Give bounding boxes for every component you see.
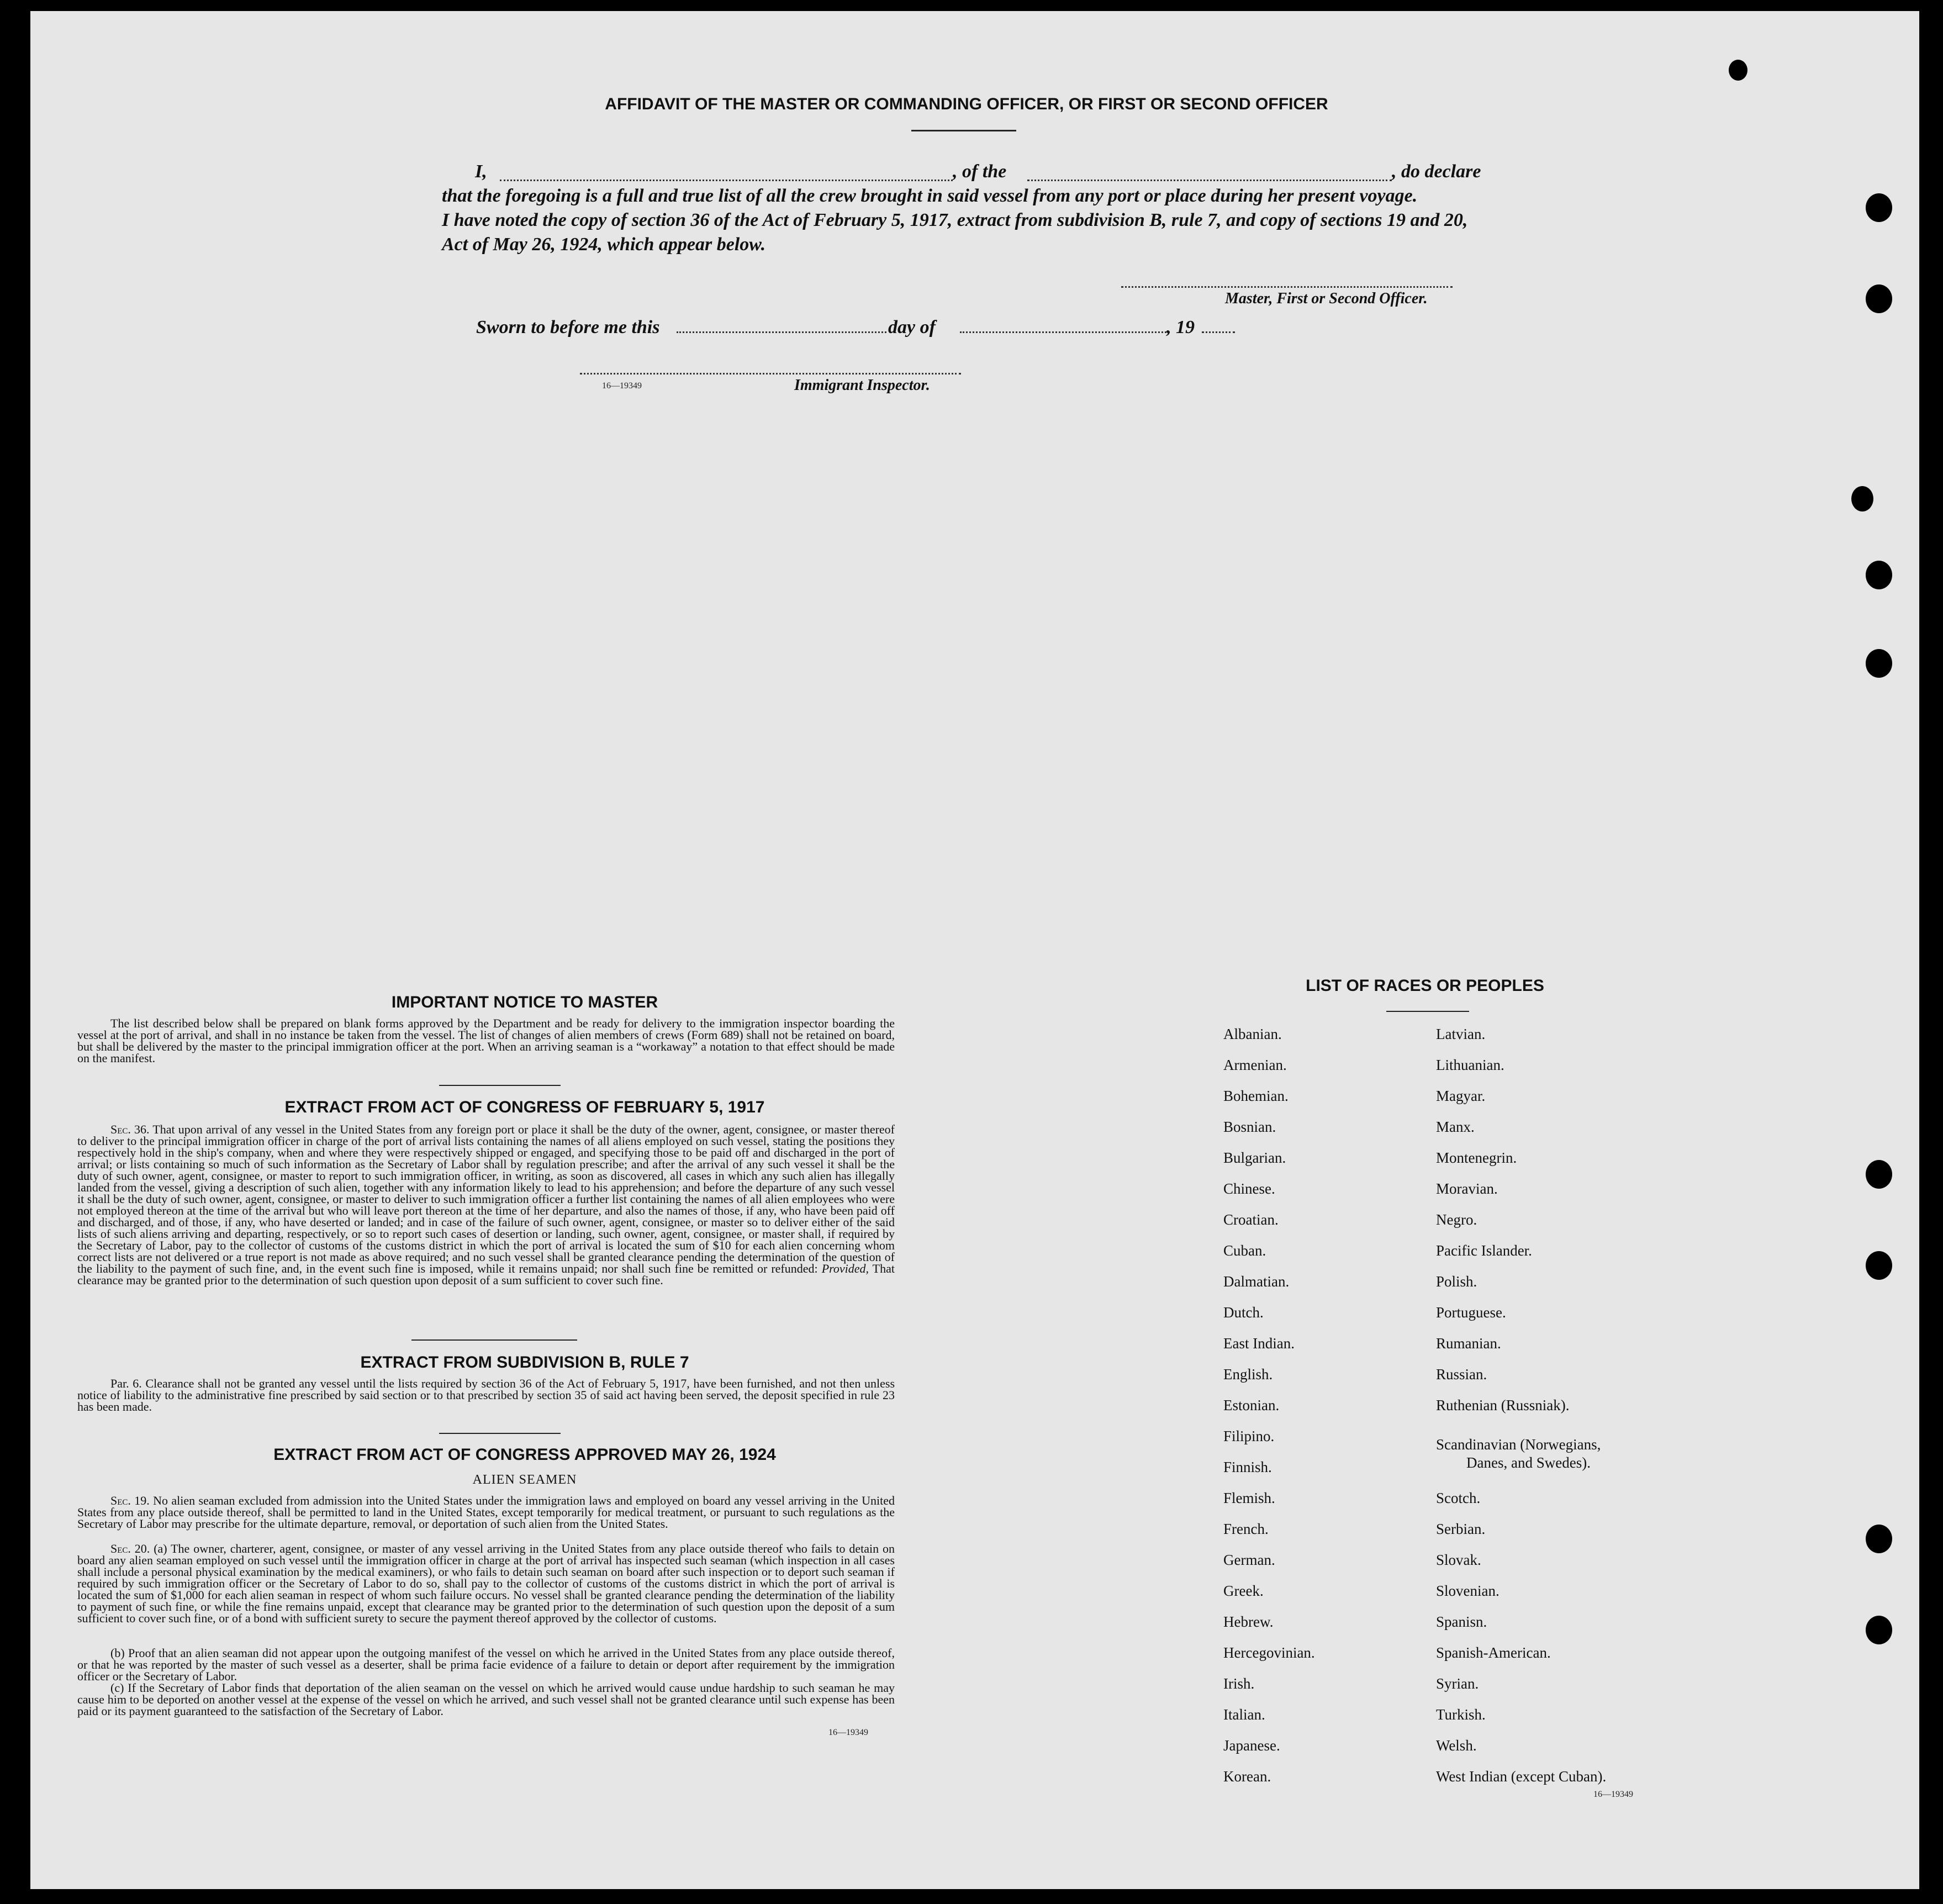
race-item: Magyar.	[1436, 1088, 1486, 1104]
sec-19-body: No alien seaman excluded from admission into the United States under the immigration laws and employed on board any vessel arriving in the United States from any place outside thereof, shall be permitted to land in the United States, except temporarily for medical treatment, or pursuant to such regulations as the Secretary of Labor may prescribe for the ultimate departure, removal, or deportation of such alien from the United States.	[77, 1494, 895, 1531]
year-label: , 19	[1166, 317, 1195, 337]
race-item: West Indian (except Cuban).	[1436, 1768, 1607, 1785]
race-item: Manx.	[1436, 1119, 1475, 1135]
race-item: Latvian.	[1436, 1026, 1486, 1042]
race-item: Japanese.	[1223, 1737, 1280, 1754]
race-item: Armenian.	[1223, 1057, 1287, 1073]
affidavit-do-declare: , do declare	[1392, 161, 1481, 182]
section-rule	[411, 1339, 577, 1341]
binder-hole	[1866, 1616, 1892, 1644]
binder-hole	[1866, 649, 1892, 678]
race-item: English.	[1223, 1366, 1273, 1383]
affidavit-title: AFFIDAVIT OF THE MASTER OR COMMANDING OFFICER, OR FIRST OR SECOND OFFICER	[605, 95, 1328, 113]
name-field[interactable]	[500, 180, 953, 181]
binder-hole	[1729, 60, 1747, 81]
sec-20b-text: (b) Proof that an alien seaman did not appear upon the outgoing manifest of the vessel on which he arrived in the United States from any place outside thereof, or that he was reported by the master of such vessel as a deserter, shall be prima facie evidence of a failure to detain or deport after requirement by the immigration officer or the Secretary of Labor.	[77, 1646, 895, 1683]
race-item: Filipino.	[1223, 1428, 1275, 1444]
affidavit-line-4: Act of May 26, 1924, which appear below.	[442, 234, 766, 255]
race-item: Finnish.	[1223, 1459, 1272, 1475]
race-item: Spanisn.	[1436, 1613, 1487, 1630]
binder-hole	[1866, 284, 1892, 313]
affidavit-i: I,	[475, 161, 487, 182]
extract-1917-text	[77, 1124, 895, 1286]
race-item: Greek.	[1223, 1583, 1264, 1599]
race-item: Montenegrin.	[1436, 1149, 1517, 1166]
sec-20-label: Sec. 20.	[110, 1542, 150, 1555]
binder-hole	[1866, 193, 1892, 222]
form-number: 16—19349	[1593, 1790, 1633, 1799]
race-item: Rumanian.	[1436, 1335, 1501, 1352]
sworn-month-field[interactable]	[960, 331, 1170, 333]
form-number: 16—19349	[602, 381, 642, 391]
year-field[interactable]	[1202, 331, 1235, 333]
race-item: Polish.	[1436, 1273, 1477, 1290]
alien-seamen-subtitle: ALIEN SEAMEN	[472, 1473, 577, 1487]
section-rule	[439, 1433, 561, 1434]
race-item: Ruthenian (Russniak).	[1436, 1397, 1570, 1414]
race-item: Russian.	[1436, 1366, 1487, 1383]
signature-label: Master, First or Second Officer.	[1225, 290, 1428, 307]
race-item: Hebrew.	[1223, 1613, 1274, 1630]
extract-1917-title: EXTRACT FROM ACT OF CONGRESS OF FEBRUARY 5, 1917	[284, 1098, 765, 1116]
race-item: Moravian.	[1436, 1180, 1498, 1197]
race-item: Scotch.	[1436, 1490, 1481, 1506]
race-item: Negro.	[1436, 1211, 1477, 1228]
race-item: Albanian.	[1223, 1026, 1282, 1042]
race-item: Slovak.	[1436, 1552, 1481, 1568]
race-item: Italian.	[1223, 1706, 1265, 1723]
day-of-label: day of	[888, 317, 936, 337]
binder-hole	[1866, 1160, 1892, 1189]
affidavit-of-the: , of the	[953, 161, 1007, 182]
sec-36-body: That upon arrival of any vessel in the United States from any foreign port or place it shall be the duty of the owner, agent, consignee, or master thereof to deliver to the principal immigration officer in charge of the port of arrival lists containing the names of all aliens employed on such vessel, stating the positions they respectively hold in the ship's company, when and where they were respectively shipped or engaged, and specifying those to be paid off and discharged in the port of arrival; or lists containing so much of such information as the Secretary of Labor shall by regulation prescribe; and after the arrival of any such vessel it shall be the duty of such owner, agent, consignee, or master to report to such immigration officer, in writing, as soon as discovered, all cases in which any such alien has illegally landed from the vessel, giving a description of such alien, together with any information likely to lead to his apprehension; and before the departure of any such vessel it shall be the duty of such owner, agent, consignee, or master to deliver to such immigration officer a further list containing the names of all alien employees who were not employed thereon at the time of the arrival but who will leave port thereon at the time of her departure, and also the names of those, if any, who have been paid off and discharged, and of those, if any, who have deserted or landed; and in case of the failure of such owner, agent, consignee, or master so to deliver either of the said lists of such aliens arriving and departing, respectively, or so to report such cases of desertion or landing, such owner, agent, consignee, or master shall, if required by the Secretary of Labor, pay to the collector of customs of the customs district in which the port of arrival is located the sum of $10 for each alien concerning whom correct lists are not delivered or a true report is not made as above required; and no such vessel shall be granted clearance pending the determination of the question of the liability to the payment of such fine, and, in the event such fine is imposed, while it remains unpaid; nor shall such fine be remitted or refunded:	[77, 1122, 895, 1275]
race-item: Bohemian.	[1223, 1088, 1289, 1104]
races-title-rule	[1386, 1011, 1469, 1012]
race-item: Danes, and Swedes).	[1466, 1454, 1591, 1471]
race-item: Serbian.	[1436, 1521, 1486, 1537]
race-item: Hercegovinian.	[1223, 1644, 1315, 1661]
race-item: German.	[1223, 1552, 1275, 1568]
binder-hole	[1866, 1525, 1892, 1553]
race-item: Chinese.	[1223, 1180, 1275, 1197]
affidavit-line-3: I have noted the copy of section 36 of the Act of February 5, 1917, extract from subdivision B, rule 7, and copy of sections 19 and 20,	[442, 210, 1468, 230]
title-rule	[911, 130, 1016, 131]
sworn-day-field[interactable]	[677, 331, 886, 333]
race-item: Spanish-American.	[1436, 1644, 1551, 1661]
sec-20c-text: (c) If the Secretary of Labor finds that deportation of the alien seaman on the vessel on which he arrived would cause undue hardship to such seaman he may cause him to be deported on another vessel at the expense of the vessel on which he arrived, and such vessel shall not be granted clearance until such expense has been paid or its payment guaranteed to the satisfaction of the Secretary of Labor.	[77, 1681, 895, 1718]
signature-field[interactable]	[1121, 286, 1453, 288]
race-item: Turkish.	[1436, 1706, 1486, 1723]
race-item: Syrian.	[1436, 1675, 1479, 1692]
provided-word: Provided,	[821, 1262, 869, 1275]
subdivision-b-title: EXTRACT FROM SUBDIVISION B, RULE 7	[360, 1353, 689, 1372]
binder-hole	[1866, 561, 1892, 589]
race-item: Bulgarian.	[1223, 1149, 1286, 1166]
notice-text: The list described below shall be prepared on blank forms approved by the Department and be ready for delivery to the immigration inspector boarding the vessel at the port of arrival, and shall in no instance be taken from the vessel. The list of changes of alien members of crews (Form 689) shall not be retained on board, but shall be delivered by the master to the principal immigration officer at the port. When an arriving seaman is a “workaway” a notation to that effect should be made on the manifest.	[77, 1016, 895, 1065]
race-item: Flemish.	[1223, 1490, 1275, 1506]
sec-20a-body: (a) The owner, charterer, agent, consignee, or master of any vessel arriving in the United States from any place outside thereof who fails to detain on board any alien seaman employed on such vessel until the immigration officer in charge at the port of arrival has inspected such seaman (which inspection in all cases shall include a personal physical examination by the medical examiners), or who fails to detain such seaman on board after such inspection or to deport such seaman if required by such immigration officer or the Secretary of Labor to do so, shall pay to the collector of customs of the customs district in which the port of arrival is located the sum of $1,000 for each alien seaman in respect of whom such failure occurs. No vessel shall be granted clearance pending the determination of the liability to payment of such fine, or while the fine remains unpaid, except that clearance may be granted prior to the determination of such question upon the deposit of a sum sufficient to cover such fine, or of a bond with sufficient surety to secure the payment thereof approved by the collector of customs.	[77, 1542, 895, 1625]
race-item: Dalmatian.	[1223, 1273, 1290, 1290]
section-rule	[439, 1085, 561, 1086]
race-item: Portuguese.	[1436, 1304, 1506, 1321]
vessel-field[interactable]	[1027, 180, 1392, 181]
race-item: Cuban.	[1223, 1242, 1266, 1259]
sec-19-text	[77, 1495, 895, 1529]
race-item: French.	[1223, 1521, 1269, 1537]
sec-19-label: Sec. 19.	[110, 1494, 150, 1507]
extract-1924-title: EXTRACT FROM ACT OF CONGRESS APPROVED MAY 26, 1924	[273, 1446, 776, 1464]
race-item: Bosnian.	[1223, 1119, 1276, 1135]
notice-title: IMPORTANT NOTICE TO MASTER	[391, 993, 658, 1011]
race-item: Pacific Islander.	[1436, 1242, 1532, 1259]
race-item: East Indian.	[1223, 1335, 1295, 1352]
race-item: Slovenian.	[1436, 1583, 1500, 1599]
race-item: Lithuanian.	[1436, 1057, 1504, 1073]
races-title: LIST OF RACES OR PEOPLES	[1306, 977, 1544, 995]
race-item: Scandinavian (Norwegians,	[1436, 1436, 1601, 1453]
race-item: Dutch.	[1223, 1304, 1264, 1321]
subdivision-b-text: Par. 6. Clearance shall not be granted any vessel until the lists required by section 36 of the Act of February 5, 1917, have been furnished, and not then unless notice of liability to the administrative fine prescribed by said section or to that prescribed by section 35 of said act having been served, the deposit specified in rule 23 has been made.	[77, 1376, 895, 1414]
sec-20a-text	[77, 1543, 895, 1624]
race-item: Korean.	[1223, 1768, 1271, 1785]
race-item: Welsh.	[1436, 1737, 1477, 1754]
form-number: 16—19349	[828, 1728, 868, 1737]
inspector-label: Immigrant Inspector.	[794, 377, 930, 394]
race-item: Estonian.	[1223, 1397, 1280, 1414]
sworn-label: Sworn to before me this	[476, 317, 660, 337]
sec-36-tail: That clearance may be granted prior to the determination of such question upon deposit of a sum sufficient to cover such fine.	[77, 1262, 895, 1287]
race-item: Croatian.	[1223, 1211, 1279, 1228]
race-item: Irish.	[1223, 1675, 1255, 1692]
affidavit-line-2: that the foregoing is a full and true list of all the crew brought in said vessel from any port or place during her present voyage.	[442, 186, 1418, 206]
inspector-signature-field[interactable]	[580, 373, 961, 375]
binder-hole	[1866, 1251, 1892, 1280]
binder-hole	[1851, 486, 1873, 511]
sec-36-label: Sec. 36.	[110, 1122, 150, 1136]
